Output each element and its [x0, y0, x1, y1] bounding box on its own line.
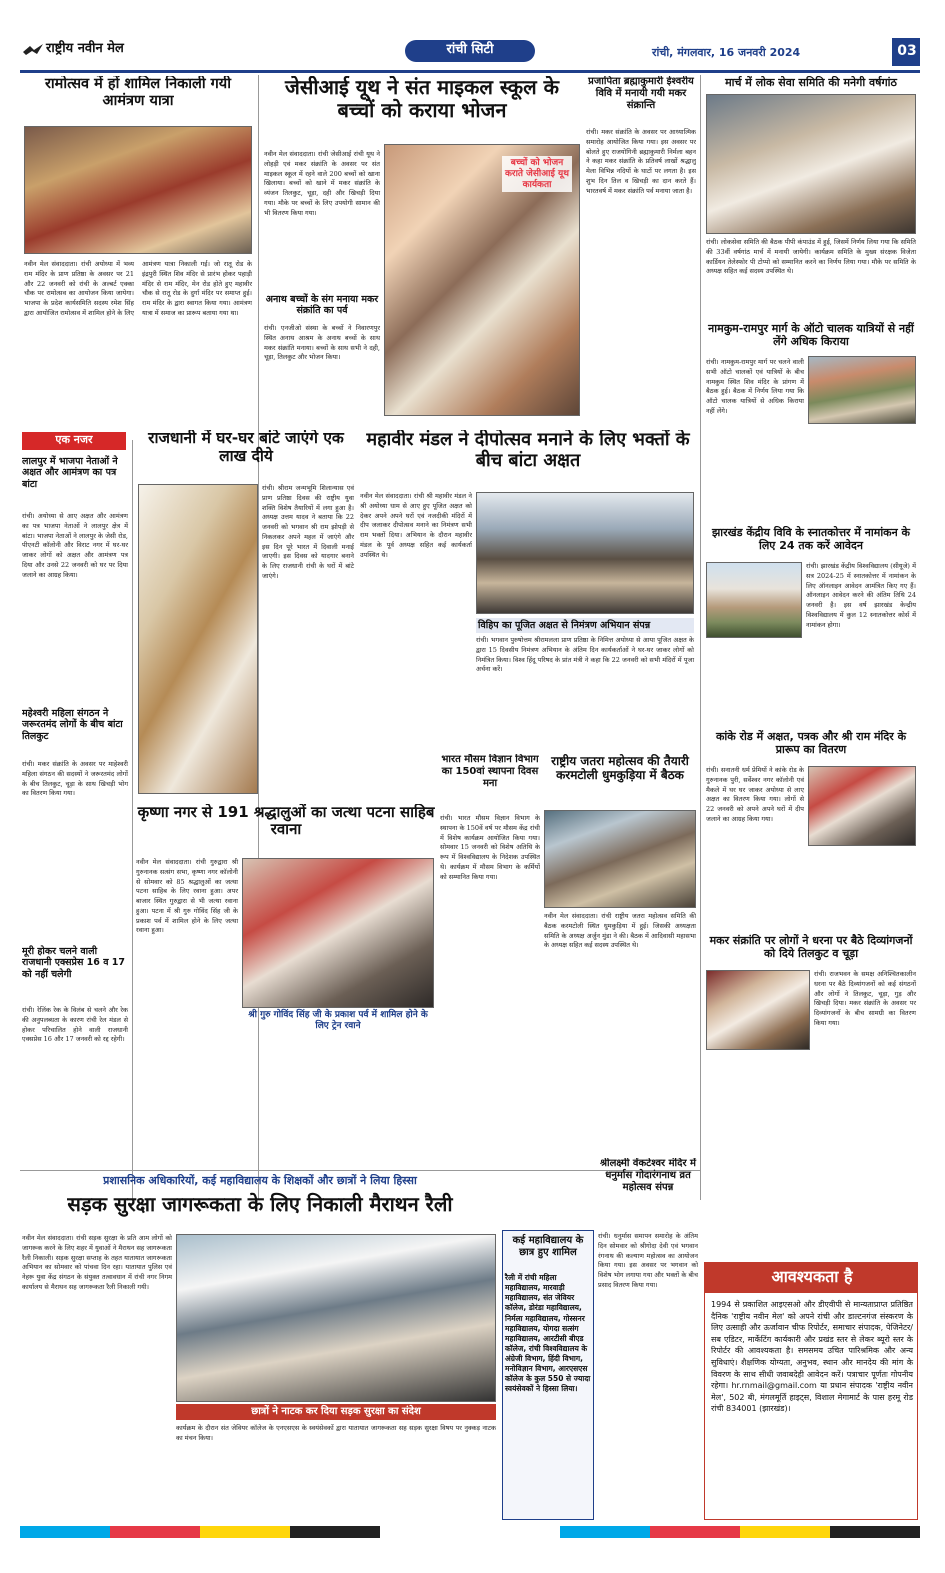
headline: रामोत्सव में हों शामिल निकाली गयी आमंत्रण यात्रा [45, 76, 231, 109]
headline: मकर संक्रांति पर लोगों ने धरना पर बैठे दिव्यांगजनों को दिये तिलकुट व चूड़ा [709, 934, 913, 961]
story-jharkhand-univ [704, 526, 918, 726]
headline: नामकुम-रामपुर मार्ग के ऑटो चालक यात्रियों से नहीं लेंगे अधिक किराया [708, 322, 914, 349]
body-text: नवीन मेल संवाददाता। रांची अयोध्या में भव्य राम मंदिर के प्राण प्रतिष्ठा के अवसर पर 21 और 22 जनवरी को रांची के अल्बर्ट एक्का चौक पर रामोत्सव का आयोजन किया जायेगा। भाजपा के प्रदेश कार्यसमिति सदस्य रमेश सिंह द्वारा आयोजित रामोत्सव में शामिल होने के लिए आमंत्रण यात्रा निकाली गई। जो रातू रोड के इंद्रपुरी स्थित शिव मंदिर से प्रारंभ होकर पहाड़ी मंदिर से राम मंदिर, मेन रोड होते हुए महावीर चौक से रातू रोड के दुर्गा मंदिर पर समाप्त हुई। राम मंदिर के द्वारा स्वागत किया गया। आमंत्रण यात्रा में समाज का प्रारूप बताया गया था। [24, 260, 252, 317]
sub-headline: अनाथ बच्चों के संग मनाया मकर संक्रांति का पर्व [265, 294, 379, 317]
photo-meeting [706, 94, 916, 234]
body-text: रांची। मकर संक्रांति के अवसर पर आध्यात्मिक समारोह आयोजित किया गया। इस अवसर पर बोलते हुए राजयोगिनी ब्रह्माकुमारी निर्मला बहन ने कहा मकर संक्रांति के प्रतिवर्ष लाखों श्रद्धालु मेला विभिन्न नदियों के घाटों पर लगता है। इस शुभ दिन तिल व खिचड़ी का दान करते हैं। भारतवर्ष में मकर संक्रांति पर्व मनाया जाता है। [586, 128, 696, 195]
sub-body: रांची। भगवान पुरुषोत्तम श्रीरामलला प्राण प्रतिष्ठा के निमित्त अयोध्या से आया पूजित अक्षत के द्वारा 15 दिवसीय निमंत्रण अभियान के अंतिम दिन कार्यकर्ताओं ने घर-घर जाकर लोगों को निमंत्रित किया। विश्व हिंदू परिषद के प्रांत मंत्री ने कहा कि 22 जनवरी को सभी मंदिरों में पूजा अर्चना करें। [476, 636, 694, 674]
nazar-item1-body: रांची। अयोध्या से आए अक्षत और आमंत्रण का पत्र भाजपा नेताओं ने लालपुर क्षेत्र में बांटा। भाजपा नेताओं ने लालपुर के जेसी रोड, पीएनटी कॉलोनी और विराट नगर में घर-घर जाकर लोगों को अक्षत और आमंत्रण पत्र दिया और उनसे 22 जनवरी को घर पर दिया जलाने का आग्रह किया। [22, 512, 128, 579]
body-text: रांची। भारत मौसम विज्ञान विभाग के स्थापना के 150वें वर्ष पर मौसम केंद्र रांची में विशेष कार्यक्रम आयोजित किया गया। सोमवार 15 जनवरी को विशेष अतिथि के रूप में विश्वविद्यालय के निदेशक उपस्थित थे। कार्यक्रम में मौसम विभाग के कर्मियों को सम्मानित किया गया। [440, 814, 540, 881]
ek-nazar-sidebar [22, 430, 130, 1190]
body-text: रांची। धनुर्मास समापन समारोह के अंतिम दिन सोमवार को श्रीगोदा देवी एवं भगवान रंगनाथ की कल्याण महोत्सव का आयोजन किया गया। इस अवसर पर भगवान को विशेष भोग लगाया गया और भक्तों के बीच प्रसाद वितरण किया गया। [598, 1232, 698, 1289]
page-number: 03 [897, 43, 917, 59]
story-makar-divyang [704, 934, 918, 1154]
story-jatra [544, 754, 696, 1154]
story-namkum [704, 322, 918, 522]
headline: राष्ट्रीय जतरा महोत्सव की तैयारी करमटोली धुमकुड़िया में बैठक [551, 754, 689, 783]
story-krishna-nagar [136, 804, 436, 1164]
story-venkateshwar [598, 1158, 698, 1518]
dateline: रांची, मंगलवार, 16 जनवरी 2024 [652, 46, 801, 59]
story-kanke [704, 730, 918, 930]
headline: प्रजापिता ब्रह्माकुमारी ईश्वरीय विवि में मनायी गयी मकर संक्रान्ति [588, 76, 694, 111]
photo-caption: बच्चों को भोजन कराते जेसीआई यूथ कार्यकता [502, 156, 572, 192]
kicker: प्रशासनिक अधिकारियों, कई महाविद्यालय के शिक्षकों और छात्रों ने लिया हिस्सा [103, 1174, 417, 1187]
box-headline: कई महाविद्यालय के छात्र हुए शामिल [512, 1235, 584, 1258]
road-safety-box [502, 1230, 594, 1520]
photo-dharna [706, 970, 810, 1050]
print-registration-bar [20, 1526, 920, 1538]
photo-auto-drivers [808, 356, 916, 424]
nazar-item2-body: रांची। मकर संक्रांति के अवसर पर माहेश्वरी महिला संगठन की सदस्यों ने जरूरतमंद लोगों के बीच तिलकुट, चूड़ा के साथ खिचड़ी भोग का वितरण किया गया। [22, 760, 128, 798]
ad-body: 1994 से प्रकाशित आइएसओ और डीएवीपी से मान्यताप्राप्त प्रतिष्ठित दैनिक 'राष्ट्रीय नवीन मेल' को अपने रांची और डाल्टनगंज संस्करण के लिए उत्साही और ऊर्जावान चीफ रिपोर्टर, समाचार संपादक, पेजिनेटर/सब एडिटर, मार्केटिंग कार्यकारी और प्रखंड स्तर से लेकर ब्यूरो स्तर के रिपोर्टर की आवश्यकता है। समसमय उचित पारिश्रमिक और अन्य सुविधाएं। शैक्षणिक योग्यता, अनुभव, स्थान और मानदेय की मांग के विवरण के साथ सीधी जवाबदेही आवेदन करें। पत्राचार पूर्णतः गोपनीय रहेगा। hr.rnmail@gmail.com या प्रधान संपादक 'राष्ट्रीय नवीन मेल', 502 बी, मंगलमूर्ति हाइट्स, विशाल मेगामार्ट के पास हरमू रोड रांची 834001 (झारखंड)। [711, 1300, 913, 1414]
headline: कृष्णा नगर से 191 श्रद्धालुओं का जत्था पटना साहिब रवाना [137, 804, 435, 839]
body-text: रांची। सनातनी धर्म प्रेमियों ने कांके रोड के गुरुनानक पुरी, सर्वेश्वर नगर कॉलोनी एवं मैकले में घर घर जाकर अयोध्या से लाए अक्षत का वितरण किया गया। लोगों से 22 जनवरी को अपने अपने घरों में दीप जलाने का आग्रह किया गया। [706, 766, 804, 823]
headline: सड़क सुरक्षा जागरूकता के लिए निकाली मैराथन रैली [67, 1192, 453, 1217]
body-text: नवीन मेल संवाददाता। रांची जेसीआई रांची यूथ ने लोहड़ी एवं मकर संक्रांति के अवसर पर संत माइकल स्कूल में रहने वाले 200 बच्चों को खाना खिलाया। बच्चों को खाने में मकर संक्रांति के व्यंजन तिलकुट, चूड़ा, दही और खिचड़ी दिया गया। मौके पर बच्चों के लिए उपयोगी सामान की भी वितरण किया गया। [264, 150, 380, 217]
paper-name: राष्ट्रीय नवीन मेल [46, 41, 124, 56]
section-label: रांची सिटी [446, 42, 494, 57]
body-text: रांची। नामकुम-रामपुर मार्ग पर चलने वाली सभी ऑटो चालकों एवं यात्रियों के बीच नामकुम स्थित शिव मंदिर के प्रांगण में बैठक हुई। बैठक में निर्णय लिया गया कि ऑटो चालक यात्रियों से अधिक किराया नहीं लेंगे। [706, 358, 804, 415]
story-weather [440, 754, 540, 1154]
headline: श्रीलक्ष्मी वेंकटेश्वर मंदिर में धनुर्मास गोदारंगनाथ व्रत महोत्सव संपन्न [599, 1158, 697, 1193]
box-body: रैली में रांची महिला महाविद्यालय, मारवाड़ी महाविद्यालय, संत जेवियर कॉलेज, डोरंडा महाविद्यालय, निर्मला महाविद्यालय, गोस्सनर महाविद्यालय, योगदा सत्संग महाविद्यालय, आरटीसी बीएड कॉलेज, रांची विश्वविद्यालय के अंग्रेजी विभाग, हिंदी विभाग, मनोविज्ञान विभाग, आरएसएस कॉलेज के कुल 550 से ज्यादा स्वयंसेवकों ने हिस्सा लिया। [505, 1273, 591, 1394]
nazar-item2-headline: महेश्वरी महिला संगठन ने जरूरतमंद लोगों के बीच बांटा तिलकुट [22, 708, 123, 742]
headline: जेसीआई यूथ ने संत माइकल स्कूल के बच्चों को कराया भोजन [285, 76, 559, 122]
sub-headline: विहिप का पूजित अक्षत से निमंत्रण अभियान संपन्न [476, 618, 694, 633]
photo-procession [24, 126, 252, 254]
column-rule-2 [700, 75, 701, 1200]
body-text: नवीन मेल संवाददाता। रांची राष्ट्रीय जतरा महोत्सव समिति की बैठक करमटोली स्थित धुमकुड़िया में हुई। जिसकी अध्यक्षता समिति के अध्यक्ष अर्जुन मुंडा ने की। बैठक में आदिवासी महासभा के अध्यक्ष सहित कई सदस्य उपस्थित थे। [544, 912, 696, 950]
nazar-item3-headline: मूरी होकर चलने वाली राजधानी एक्सप्रेस 16 व 17 को नहीं चलेगी [22, 946, 126, 980]
photo-caption: श्री गुरु गोविंद सिंह जी के प्रकाश पर्व में शामिल होने के लिए ट्रेन रवाने [248, 1010, 428, 1031]
ad-aavashyakta [704, 1262, 918, 1520]
headline: झारखंड केंद्रीय विवि के स्नातकोत्तर में नामांकन के लिए 24 तक करें आवेदन [711, 526, 911, 553]
story-mahavir [360, 430, 696, 750]
photo-rally [176, 1234, 496, 1402]
story-lok-seva [704, 76, 918, 321]
masthead-rule [20, 70, 920, 73]
nazar-item1-headline: लालपुर में भाजपा नेताओं ने अक्षत और आमंत्रण का पत्र बांटा [22, 456, 118, 490]
photo-caption: छात्रों ने नाटक कर दिया सड़क सुरक्षा का संदेश [176, 1404, 496, 1420]
photo-lamps [138, 484, 258, 794]
story-jci [262, 76, 582, 421]
body-text: नवीन मेल संवाददाता। रांची सड़क सुरक्षा के प्रति आम लोगों को जागरूक करने के लिए शहर में युवाओं ने मैराथन सह जागरूकता रैली निकाली। सड़क सुरक्षा सप्ताह के तहत यातायात जागरूकता अभियान का सोमवार को पांचवा दिन रहा। यातायात पुलिस एवं नेहरू युवा केंद्र संगठन के संयुक्त तत्वावधान में रांची नगर निगम कार्यालय से मैराथन सह जागरूकता रैली निकाली गयी। [22, 1234, 172, 1291]
masthead [20, 38, 920, 68]
story-ramotsav [22, 76, 254, 421]
headline: कांके रोड में अक्षत, पत्रक और श्री राम मंदिर के प्रारूप का वितरण [715, 730, 907, 757]
paper-logo-icon [22, 42, 44, 58]
photo-jattha [242, 858, 434, 1008]
headline: महावीर मंडल ने दीपोत्सव मनाने के लिए भक्तों के बीच बांटा अक्षत [366, 430, 690, 471]
photo-university [706, 562, 802, 638]
photo-kanke-group [808, 766, 916, 846]
body-text: रांची। राजभवन के समक्ष अनिश्चितकालीन धरना पर बैठे दिव्यांगजनों को कई संगठनों और लोगों ने तिलकुट, चूड़ा, गुड़ और खिचड़ी दिया। मकर संक्रांति के अवसर पर दिव्यांगजनों के बीच सामग्री का वितरण किया गया। [814, 970, 916, 1027]
story-brahmakumari [586, 76, 696, 421]
body-text: रांची। झारखंड केंद्रीय विश्वविद्यालय (सीयूजे) में सत्र 2024-25 में स्नातकोत्तर में नामांकन के लिए ऑनलाइन आवेदन आमंत्रित किए गए हैं। ऑनलाइन आवेदन करने की अंतिम तिथि 24 जनवरी है। इस वर्ष झारखंड केन्द्रीय विश्वविद्यालय में कुल 12 स्नातकोत्तर कोर्स में नामांकन होगा। [806, 562, 916, 629]
photo-mahavir-mandal [476, 492, 694, 614]
photo-sub: कार्यक्रम के दौरान संत जेवियर कॉलेज के एनएसएस के स्वयंसेवकों द्वारा यातायात जागरूकता सह सड़क सुरक्षा विषय पर नुक्कड़ नाटक का मंचन किया। [176, 1424, 496, 1442]
body-text: रांची। लोकसेवा समिति की बैठक पीपी कंपाउंड में हुई, जिसमें निर्णय लिया गया कि समिति की 33वीं वर्षगांठ मार्च में मनायी जायेगी। कार्यक्रम समिति के मुख्य संरक्षक विजेता कार्डियन तेलेस्फोर पी टोप्पो को सम्मानित करने का निर्णय लिया गया। मौके पर समिति के अध्यक्ष सहित कई सदस्य उपस्थित थे। [706, 238, 916, 276]
body-text: नवीन मेल संवाददाता। रांची गुरुद्वारा श्री गुरुनानक सत्संग सभा, कृष्णा नगर कॉलोनी से सोमवार को 85 श्रद्धालुओं का जत्था पटना साहिब के लिए रवाना हुआ। अपर बाजार स्थित गुरुद्वारा से भी जत्था रवाना हुआ। पटना में श्री गुरु गोविंद सिंह जी के प्रकाश पर्व में शामिल होने के लिए जत्था रवाना हुआ। [136, 858, 238, 935]
column-rule-3 [132, 440, 133, 1200]
nazar-item3-body: रांची। रेलिंक रेक के विलंब से चलने और रेक की अनुपलब्धता के कारण रांची रेल मंडल से होकर परिचालित होने वाली राजधानी एक्सप्रेस 16 और 17 जनवरी को रद्द रहेगी। [22, 1006, 128, 1044]
sub-body: रांची। एनजीओ संस्था के बच्चों ने निवारणपुर स्थित अनाथ आश्रम के अनाथ बच्चों के साथ मकर संक्रांति मनाया। बच्चों के साथ सभी ने दही, चूड़ा, तिलकुट और भोजन किया। [264, 324, 380, 362]
ek-nazar-label: एक नजर [55, 433, 93, 446]
headline: राजधानी में घर-घर बांटे जाएंगे एक लाख दीये [148, 430, 344, 465]
body-text: नवीन मेल संवाददाता। रांची श्री महावीर मंडल ने श्री अयोध्या धाम से आए हुए पूजित अक्षत को देकर अपने अपने घरों एवं नजदीकी मंदिरों में दीप जलाकर दीपोत्सव मनाने का निमंत्रण सभी राम भक्तों दिया। अभियान के दौरान महावीर मंडल के पूर्व अध्यक्ष सहित कई कार्यकर्ता उपस्थित थे। [360, 492, 472, 559]
headline: भारत मौसम विज्ञान विभाग का 150वां स्थापना दिवस मना [441, 754, 539, 789]
photo-jatra-meeting [544, 810, 696, 908]
story-diye [136, 430, 356, 800]
ad-headline: आवश्यकता है [771, 1267, 853, 1286]
story-road-safety [22, 1174, 498, 1519]
headline: मार्च में लोक सेवा समिति की मनेगी वर्षगांठ [725, 76, 897, 89]
body-text: रांची। श्रीराम जन्मभूमि शिलान्यास एवं प्राण प्रतिष्ठा दिवस की राष्ट्रीय युवा शक्ति विशेष तैयारियों में लगा हुआ है। अध्यक्ष उत्तम यादव ने बताया कि 22 जनवरी को भगवान श्री राम झोपड़ी से निकलकर अपने महल में जाएंगे और इस दिन पूरे भारत में दिवाली मनाई जाएगी। इस दिवस को यादगार बनाने के लिए राजधानी रांची के घरों में बांटे जाएंगे। [262, 484, 354, 580]
